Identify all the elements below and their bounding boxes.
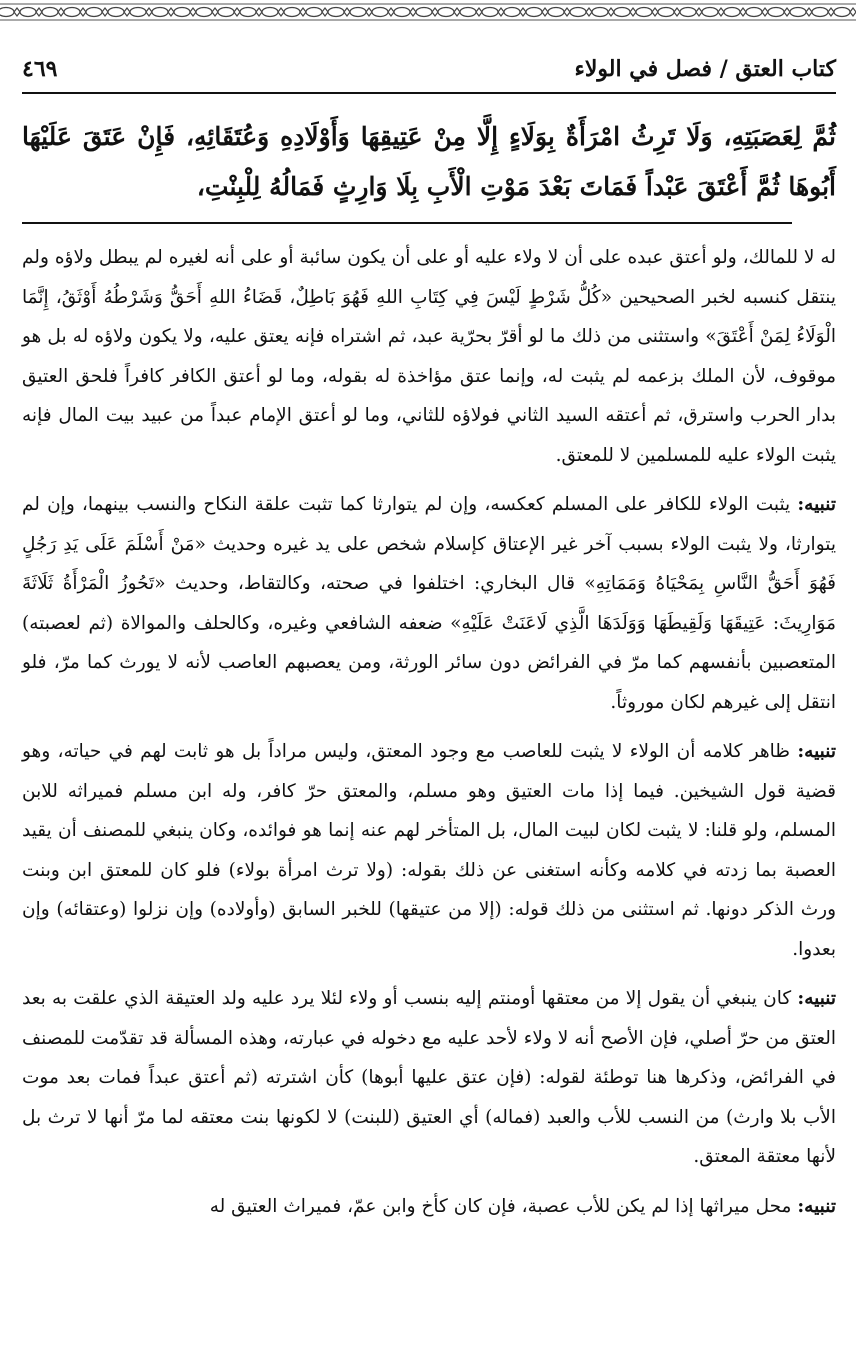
commentary-body <box>22 238 836 1236</box>
paragraph-text: ظاهر كلامه أن الولاء لا يثبت للعاصب مع وجود المعتق، وليس مراداً بل هو ثابت لهم في حياته، وهو قضية قول الشيخين. فيما إذا مات العتيق وهو مسلم، والمعتق حرّ كافر، وله ابن مسلم فميراثه للابن المسلم، ولو قلنا: لا يثبت لكان لبيت المال، بل المتأخر لهم عنه إنما هو فوائده، وكان ينبغي للمصنف أن يقيد العصبة بما زدته في كلامه وكأنه استغنى عن ذلك بقوله: (ولا ترث امرأة بولاء) فلو كان للمعتق ابن وبنت ورث الذكر دونها. ثم استثنى من ذلك قوله: (إلا من عتيقها) للخبر السابق (وأولاده) وإن نزلوا (وعتقائه) وإن بعدوا. <box>22 741 836 960</box>
commentary-paragraph <box>22 485 836 722</box>
paragraph-lead: تنبيه: <box>797 494 836 515</box>
commentary-paragraph <box>22 238 836 475</box>
top-ornament-border <box>0 0 856 24</box>
paragraph-lead: تنبيه: <box>797 988 837 1009</box>
paragraph-lead: تنبيه: <box>797 1195 836 1217</box>
page-header <box>22 52 836 94</box>
page-number: ٤٦٩ <box>22 56 58 82</box>
commentary-paragraph <box>22 732 836 969</box>
paragraph-text: يثبت الولاء للكافر على المسلم كعكسه، وإن لم يتوارثا كما تثبت علقة النكاح والنسب بينهما، وإن لم يتوارثا، ولا يثبت الولاء بسبب آخر غير الإعتاق كإسلام شخص على يد غيره وحديث «مَنْ أَسْلَمَ عَلَى يَدِ رَجُلٍ فَهُوَ أَحَقُّ النَّاسِ بِمَحْيَاهُ وَمَمَاتِهِ» قال البخاري: اختلفوا في صحته، وكالتقاط، وحديث «تَحُوزُ الْمَرْأَةُ ثَلَاثَةَ مَوَارِيثَ: عَتِيقَهَا وَلَقِيطَهَا وَوَلَدَهَا الَّذِي لَاعَنَتْ عَلَيْهِ» ضعفه الشافعي وغيره، وكالحلف والموالاة (ثم لعصبته) المتعصبين بأنفسهم كما مرّ في الفرائض دون سائر الورثة، ومن يعصبهم العاصب لأنه لا يورث كما مرّ، فلو انتقل إلى غيرهم لكان موروثاً. <box>22 494 836 713</box>
matn-separator-line <box>22 222 792 224</box>
paragraph-text: له لا للمالك، ولو أعتق عبده على أن لا ولاء عليه أو على أن يكون سائبة أو على أنه لغيره لم يبطل ولاؤه ولم ينتقل كنسبه لخبر الصحيحين «كُلُّ شَرْطٍ لَيْسَ فِي كِتَابِ اللهِ فَهُوَ بَاطِلٌ، قَضَاءُ اللهِ أَحَقُّ وَشَرْطُهُ أَوْثَقُ، إِنَّمَا الْوَلَاءُ لِمَنْ أَعْتَقَ» واستثنى من ذلك ما لو أقرّ بحرّية عبد، ثم اشتراه فإنه يعتق عليه، ولا يكون ولاؤه له بل هو موقوف، لأن الملك بزعمه لم يثبت له، وإنما عتق مؤاخذة له بقوله، وما لو أعتق الكافر كافراً فلحق العتيق بدار الحرب واسترق، ثم أعتقه السيد الثاني فولاؤه للثاني، وما لو أعتق الإمام عبداً من عبيد بيت المال فإنه يثبت الولاء عليه للمسلمين لا للمعتق. <box>22 247 836 466</box>
commentary-paragraph <box>22 979 836 1177</box>
main-text-matn: ثُمَّ لِعَصَبَتِهِ، وَلَا تَرِثُ امْرَأَةٌ بِوَلَاءٍ إِلَّا مِنْ عَتِيقِهَا وَأَوْلَادِهِ وَعُتَقَائِهِ، فَإِنْ عَتَقَ عَلَيْهَا أَبُوهَا ثُمَّ أَعْتَقَ عَبْداً فَمَاتَ بَعْدَ مَوْتِ الْأَبِ بِلَا وَارِثٍ فَمَالُهُ لِلْبِنْتِ، <box>22 122 836 201</box>
paragraph-text: محل ميراثها إذا لم يكن للأب عصبة، فإن كان كأخ وابن عمّ، فميراث العتيق له <box>209 1195 792 1217</box>
commentary-paragraph <box>22 1187 836 1227</box>
running-title: كتاب العتق / فصل في الولاء <box>574 56 836 82</box>
paragraph-lead: تنبيه: <box>797 741 836 762</box>
paragraph-text: كان ينبغي أن يقول إلا من معتقها أومنتم إليه بنسب أو ولاء لئلا يرد عليه ولد العتيقة الذي علقت به بعد العتق من حرّ أصلي، فإن الأصح أنه لا ولاء لأحد عليه مع دخوله في عبارته، وهذه المسألة قد تقدّمت للمصنف في الفرائض، وذكرها هنا توطئة لقوله: (فإن عتق عليها أبوها) كأن اشترته (ثم أعتق عبداً فمات بعد موت الأب بلا وارث) من النسب للأب والعبد (فماله) أي العتيق (للبنت) لا لكونها بنت معتقه لما مرّ أنها لا ترث بل لأنها معتقة المعتق. <box>22 988 836 1167</box>
